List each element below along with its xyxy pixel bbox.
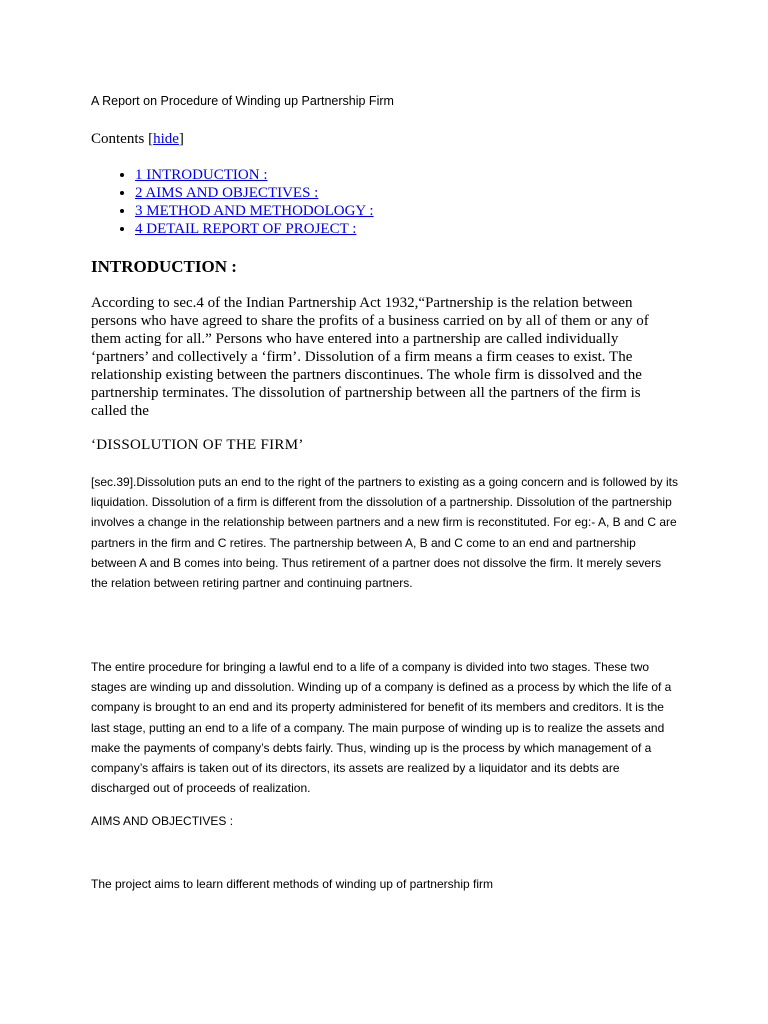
sec39-paragraph: [sec.39].Dissolution puts an end to the right of the partners to existing as a going concern and is followed by its liquidation. Dissolution of a firm is different from the dissolution of a partnership. Dissolution of the partnership involves a change in the relationship between partners and a new firm is reconstituted. For eg:- A, B and C are partners in the firm and C retires. The partnership between A, B and C come to an end and partnership between A and B comes into being. Thus retirement of a partner does not dissolve the firm. It merely severs the relation between retiring partner and continuing partners. — [91, 475, 679, 591]
aims-heading: AIMS AND OBJECTIVES : — [91, 814, 234, 828]
document-title: A Report on Procedure of Winding up Partnership Firm — [91, 94, 394, 108]
toc-item — [135, 166, 374, 184]
toc-item — [135, 202, 374, 220]
contents-label: Contents [ — [91, 131, 154, 147]
aims-paragraph: The project aims to learn different methods of winding up of partnership firm — [91, 877, 493, 891]
introduction-paragraph: According to sec.4 of the Indian Partnership Act 1932,“Partnership is the relation between persons who have agreed to share the profits of a business carried on by all of them or any of them acting for all.” Persons who have entered into a partnership are called individually ‘partners’ and collectively a ‘firm’. Dissolution of a firm means a firm ceases to exist. The relationship existing between the partners discontinues. The whole firm is dissolved and the partnership terminates. The dissolution of partnership between all the partners of the firm is called the — [91, 295, 649, 419]
toc-link-introduction[interactable]: 1 INTRODUCTION : — [135, 167, 268, 183]
contents-hide-link[interactable]: hide — [153, 131, 179, 147]
toc-item — [135, 220, 374, 238]
dissolution-heading: ‘DISSOLUTION OF THE FIRM’ — [91, 437, 304, 453]
introduction-heading: INTRODUCTION : — [91, 257, 237, 276]
table-of-contents — [113, 166, 374, 238]
winding-up-procedure-paragraph: The entire procedure for bringing a lawful end to a life of a company is divided into two stages. These two stages are winding up and dissolution. Winding up of a company is defined as a process by which the life of a company is brought to an end and its property administered for benefit of its members and creditors. It is the last stage, putting an end to a life of a company. The main purpose of winding up is to realize the assets and make the payments of company’s debts fairly. Thus, winding up is the process by which management of a company’s affairs is taken out of its directors, its assets are realized by a liquidator and its debts are discharged out of proceeds of realization. — [91, 660, 672, 796]
toc-link-detail-report[interactable]: 4 DETAIL REPORT OF PROJECT : — [135, 221, 357, 237]
toc-item — [135, 184, 374, 202]
contents-close-bracket: ] — [178, 131, 184, 147]
contents-header — [91, 131, 184, 148]
toc-link-method-and-methodology[interactable]: 3 METHOD AND METHODOLOGY : — [135, 203, 374, 219]
toc-link-aims-and-objectives[interactable]: 2 AIMS AND OBJECTIVES : — [135, 185, 319, 201]
